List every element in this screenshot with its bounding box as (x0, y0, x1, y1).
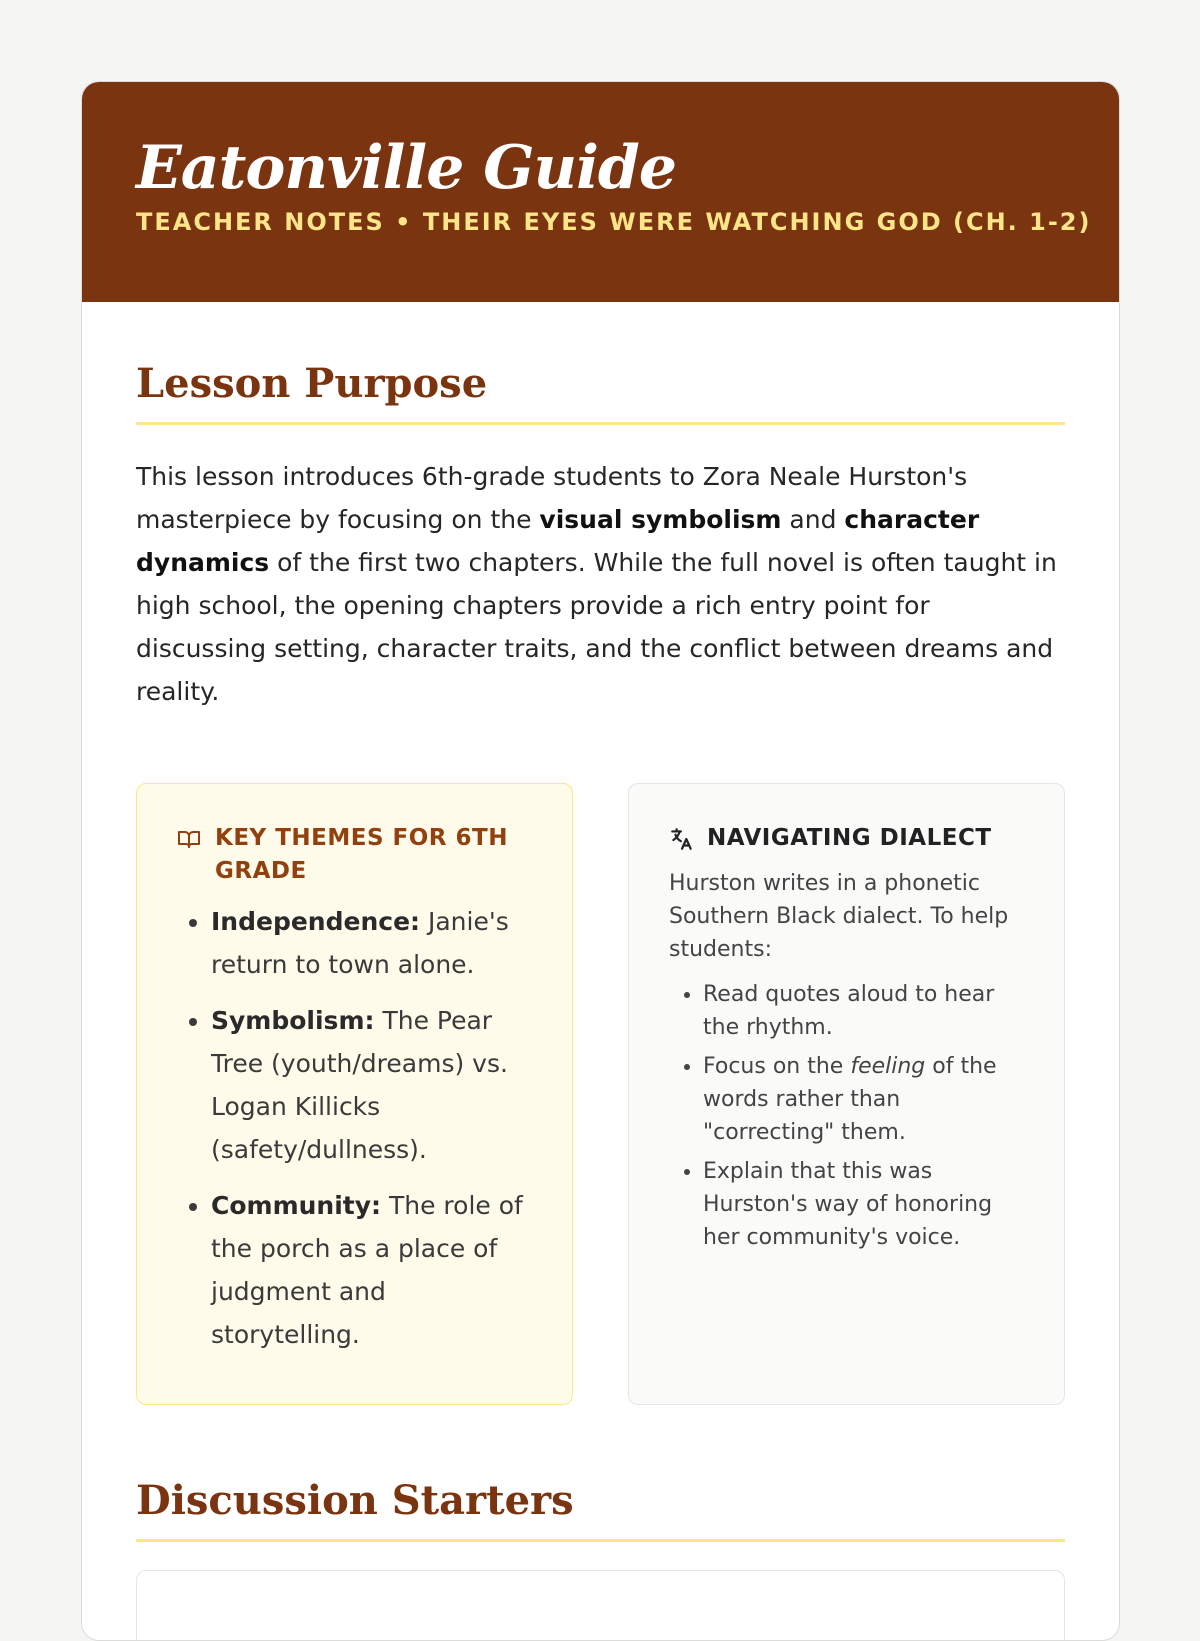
dialect-intro: Hurston writes in a phonetic Southern Black dialect. To help students: (669, 871, 1009, 962)
translate-icon (669, 822, 695, 855)
intro-text-3: of the first two chapters. While the full novel is often taught in high school, the opening chapters provide a rich entry point for discussing setting, character traits, and the conflict between dreams and reality. (136, 548, 1057, 706)
page-title: Eatonville Guide (136, 133, 677, 203)
theme-label: Symbolism: (211, 1006, 375, 1035)
tip-text: Focus on the (703, 1054, 851, 1079)
guide-card (81, 81, 1120, 1641)
intro-bold-1: visual symbolism (539, 505, 782, 534)
theme-text: The role of the porch as a place of judgment and storytelling. (211, 1191, 523, 1349)
theme-label: Community: (211, 1191, 382, 1220)
lesson-purpose-text (136, 455, 1065, 713)
key-themes-list (177, 900, 536, 1356)
lesson-purpose-heading: Lesson Purpose (136, 358, 1065, 425)
intro-bold-2: character dynamics (136, 505, 980, 577)
discussion-starters-heading: Discussion Starters (136, 1475, 1065, 1542)
key-themes-heading-text: KEY THEMES FOR 6TH GRADE (215, 825, 508, 884)
navigating-dialect-box (628, 783, 1065, 1405)
key-themes-box (136, 783, 573, 1405)
list-item (211, 999, 536, 1171)
discussion-starter-card (136, 1570, 1065, 1641)
theme-text: Janie's return to town alone. (211, 907, 509, 979)
tip-text: of the words rather than "correcting" them. (703, 1054, 997, 1145)
list-item (211, 1184, 536, 1356)
page-subtitle: TEACHER NOTES • THEIR EYES WERE WATCHING GOD (CH. 1-2) (136, 208, 1092, 236)
theme-text: The Pear Tree (youth/dreams) vs. Logan Killicks (safety/dullness). (211, 1006, 508, 1164)
dialect-heading (669, 822, 1028, 855)
guide-header (82, 82, 1119, 302)
list-item: • Explain that this was Hurston's way of honoring her community's voice. (703, 1155, 1028, 1254)
list-item (211, 900, 536, 986)
intro-text-1: This lesson introduces 6th-grade students to Zora Neale Hurston's masterpiece by focusing on the (136, 462, 968, 534)
dialect-tips-list (669, 978, 1028, 1254)
info-columns (136, 783, 1065, 1405)
tip-emphasis: feeling (850, 1054, 926, 1079)
list-item (703, 1050, 1028, 1149)
theme-label: Independence: (211, 907, 421, 936)
key-themes-heading (177, 822, 536, 888)
list-item: • Read quotes aloud to hear the rhythm. (703, 978, 1028, 1044)
book-icon (177, 822, 203, 855)
guide-body (82, 302, 1119, 1641)
intro-text-2: and (781, 505, 845, 534)
dialect-heading-text: NAVIGATING DIALECT (707, 825, 992, 851)
